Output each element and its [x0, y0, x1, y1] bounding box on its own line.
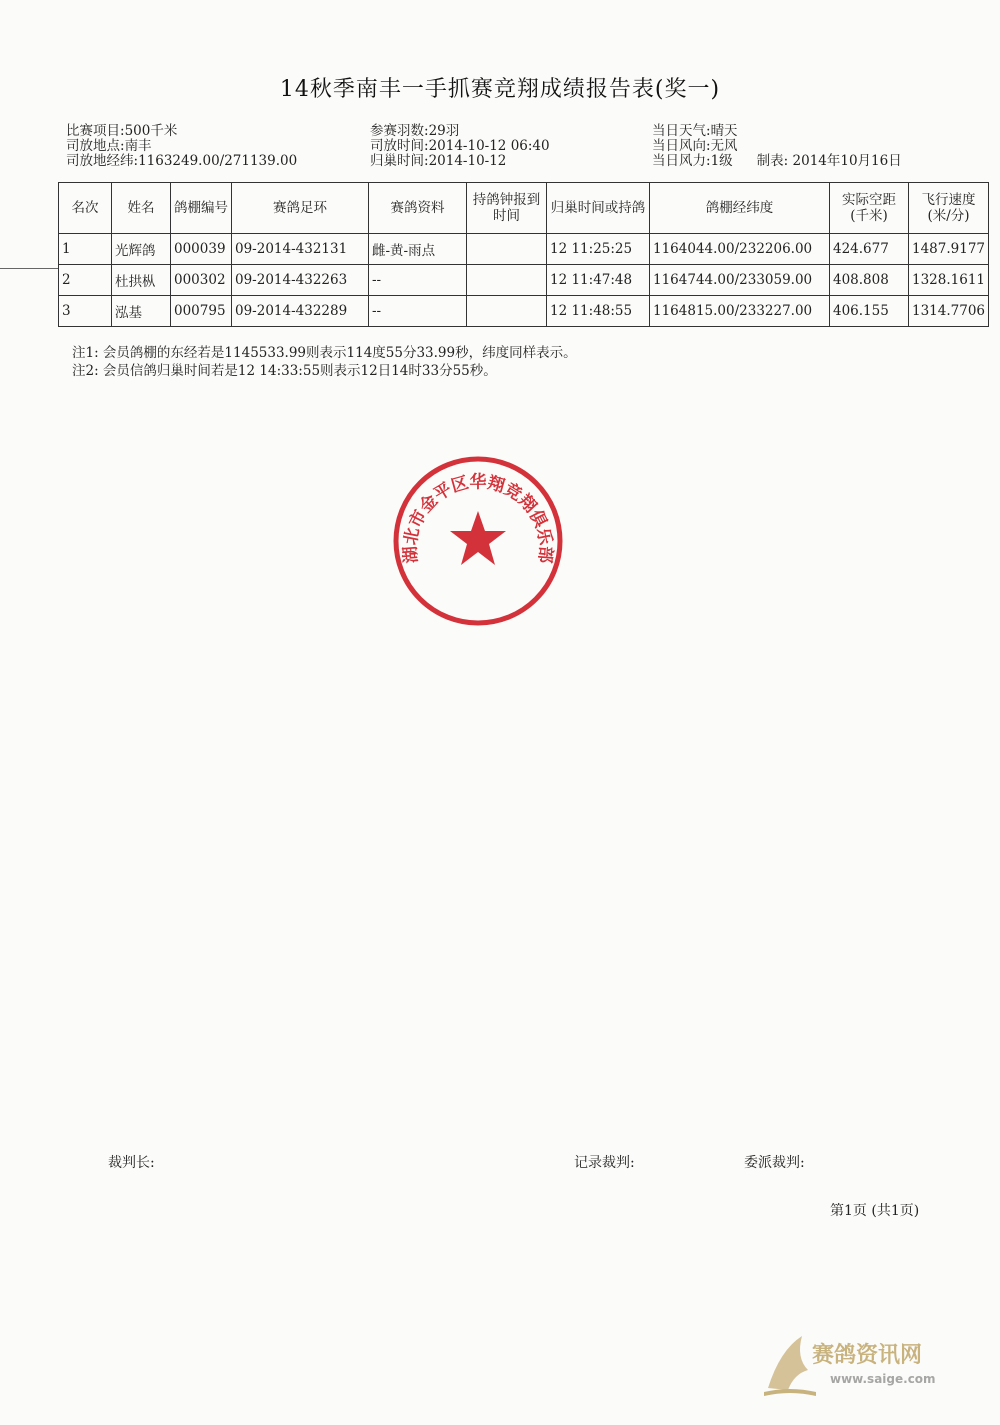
seal-text: 湖北市金平区华翔竞翔俱乐部	[400, 472, 556, 564]
cell-loft-id: 000039	[171, 234, 232, 265]
results-table	[58, 182, 989, 327]
header-rank: 名次	[59, 183, 112, 234]
pigeon-logo-icon	[760, 1330, 820, 1400]
table-row	[59, 234, 989, 265]
info-item-wind-direction: 当日风向:无风	[652, 138, 738, 154]
cell-name: 泓基	[112, 296, 171, 327]
cell-clock-time	[467, 296, 547, 327]
notes	[72, 344, 577, 380]
info-item-release-coords: 司放地经纬:1163249.00/271139.00	[66, 153, 298, 169]
table-row	[59, 265, 989, 296]
cell-return-time: 12 11:25:25	[547, 234, 650, 265]
note-2: 注2: 会员信鸽归巢时间若是12 14:33:55则表示12日14时33分55秒。	[72, 363, 497, 379]
header-ring: 赛鸽足环	[232, 183, 369, 234]
scan-artifact-line	[0, 268, 58, 269]
cell-speed: 1314.7706	[909, 296, 989, 327]
cell-loft-coords: 1164044.00/232206.00	[650, 234, 830, 265]
info-item-weather: 当日天气:晴天	[652, 123, 738, 139]
cell-speed: 1328.1611	[909, 265, 989, 296]
official-seal	[392, 455, 564, 627]
info-item-release-place: 司放地点:南丰	[66, 138, 152, 154]
header-pigeon-info: 赛鸽资料	[369, 183, 467, 234]
report-title: 14秋季南丰一手抓赛竞翔成绩报告表(奖一)	[279, 77, 721, 102]
seal-star-icon	[450, 511, 506, 565]
header-return-time: 归巢时间或持鸽	[547, 183, 650, 234]
info-block-middle	[370, 124, 550, 169]
cell-clock-time	[467, 265, 547, 296]
cell-loft-id: 000302	[171, 265, 232, 296]
cell-ring: 09-2014-432289	[232, 296, 369, 327]
cell-pigeon-info: --	[369, 265, 467, 296]
header-distance: 实际空距(千米)	[830, 183, 909, 234]
info-block-right	[652, 124, 902, 169]
cell-name: 光辉鸽	[112, 234, 171, 265]
header-loft-id: 鸽棚编号	[171, 183, 232, 234]
header-speed: 飞行速度(米/分)	[909, 183, 989, 234]
table-header-row	[59, 183, 989, 234]
table-row	[59, 296, 989, 327]
cell-distance: 424.677	[830, 234, 909, 265]
info-item-return-time: 归巢时间:2014-10-12	[370, 153, 507, 169]
made-date: 制表: 2014年10月16日	[756, 153, 902, 169]
cell-clock-time	[467, 234, 547, 265]
cell-pigeon-info: --	[369, 296, 467, 327]
cell-distance: 408.808	[830, 265, 909, 296]
cell-rank: 2	[59, 265, 112, 296]
cell-distance: 406.155	[830, 296, 909, 327]
cell-ring: 09-2014-432131	[232, 234, 369, 265]
cell-rank: 3	[59, 296, 112, 327]
chief-referee-label: 裁判长:	[108, 1155, 155, 1171]
info-item-release-time: 司放时间:2014-10-12 06:40	[370, 138, 550, 154]
cell-return-time: 12 11:47:48	[547, 265, 650, 296]
cell-pigeon-info: 雌-黄-雨点	[369, 234, 467, 265]
cell-loft-coords: 1164815.00/233227.00	[650, 296, 830, 327]
info-item-wind-force: 当日风力:1级 制表: 2014年10月16日	[652, 153, 902, 169]
info-item-race-item: 比赛项目:500千米	[66, 123, 178, 139]
note-1: 注1: 会员鸽棚的东经若是1145533.99则表示114度55分33.99秒，纬度同样表示。	[72, 345, 577, 361]
cell-speed: 1487.9177	[909, 234, 989, 265]
page-number: 第1页 (共1页)	[830, 1203, 920, 1219]
info-item-entries: 参赛羽数:29羽	[370, 123, 460, 139]
info-block-left	[66, 124, 297, 169]
header-loft-coords: 鸽棚经纬度	[650, 183, 830, 234]
watermark-name: 赛鸽资讯网	[812, 1343, 923, 1368]
cell-loft-id: 000795	[171, 296, 232, 327]
appointed-referee-label: 委派裁判:	[744, 1155, 805, 1171]
header-name: 姓名	[112, 183, 171, 234]
record-referee-label: 记录裁判:	[574, 1155, 635, 1171]
watermark-url: www.saige.com	[830, 1372, 936, 1386]
cell-loft-coords: 1164744.00/233059.00	[650, 265, 830, 296]
cell-ring: 09-2014-432263	[232, 265, 369, 296]
cell-return-time: 12 11:48:55	[547, 296, 650, 327]
header-clock-time: 持鸽钟报到时间	[467, 183, 547, 234]
cell-name: 杜拱枞	[112, 265, 171, 296]
site-watermark	[760, 1330, 970, 1410]
cell-rank: 1	[59, 234, 112, 265]
